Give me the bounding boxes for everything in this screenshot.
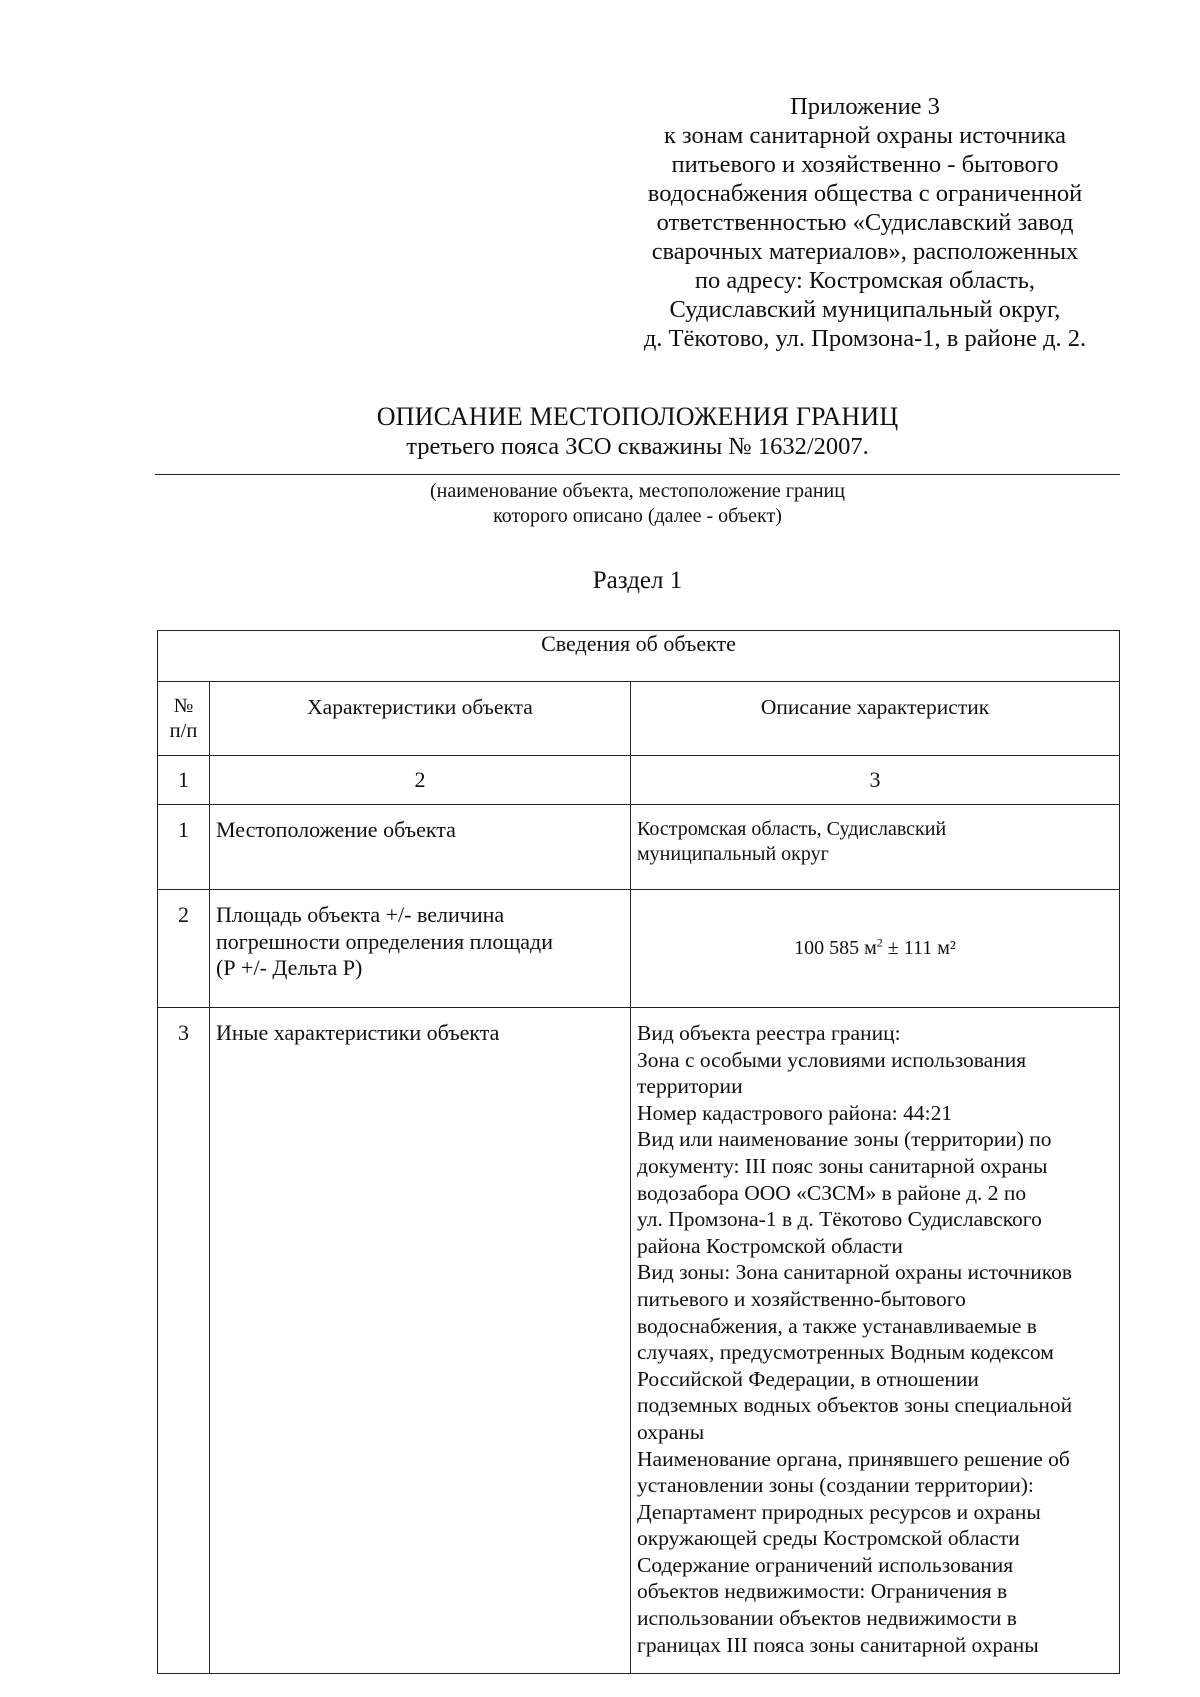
description-line: Костромская область, Судиславский	[637, 818, 947, 840]
description-line: ул. Промзона-1 в д. Тёкотово Судиславского	[637, 1207, 1042, 1232]
appendix-line: ответственностью «Судиславский завод	[656, 209, 1074, 236]
row-number: 2	[158, 890, 210, 1008]
appendix-line: сварочных материалов», расположенных	[651, 238, 1079, 265]
description-line: окружающей среды Костромской области	[637, 1526, 1020, 1551]
description-line: Вид или наименование зоны (территории) по	[637, 1127, 1052, 1152]
description-line: Вид объекта реестра границ:	[637, 1021, 901, 1045]
table-row	[158, 805, 1120, 890]
row-characteristic: Иные характеристики объекта	[210, 1008, 631, 1674]
title-main: ОПИСАНИЕ МЕСТОПОЛОЖЕНИЯ ГРАНИЦ	[376, 402, 899, 431]
characteristic-line: Площадь объекта +/- величина	[216, 902, 505, 927]
description-line: Содержание ограничений использования	[637, 1552, 1014, 1577]
description-line: Зона с особыми условиями использования	[637, 1047, 1027, 1072]
description-line: территории	[637, 1074, 743, 1099]
column-number: 2	[210, 756, 631, 805]
document-title	[155, 402, 1120, 462]
row-number: 3	[158, 1008, 210, 1674]
description-line: муниципальный округ	[637, 843, 829, 865]
title-underline	[155, 474, 1120, 475]
appendix-line: к зонам санитарной охраны источника	[663, 122, 1067, 149]
description-line: документу: III пояс зоны санитарной охраны	[637, 1153, 1048, 1178]
appendix-line: водоснабжения общества с ограниченной	[647, 180, 1083, 207]
header-number-line: п/п	[169, 720, 198, 742]
description-line: Российской Федерации, в отношении	[637, 1366, 979, 1391]
title-note	[155, 479, 1120, 529]
description-line: объектов недвижимости: Ограничения в	[637, 1579, 1008, 1604]
title-subtitle: третьего пояса ЗСО скважины № 1632/2007.	[406, 433, 869, 460]
description-line: водозабора ООО «СЗСМ» в районе д. 2 по	[637, 1180, 1027, 1205]
area-tail: ± 111 м²	[882, 937, 956, 960]
header-number-line: №	[173, 695, 194, 717]
description-line: Вид зоны: Зона санитарной охраны источников	[637, 1260, 1072, 1285]
description-line: района Костромской области	[637, 1233, 903, 1258]
appendix-line: по адресу: Костромская область,	[694, 267, 1036, 294]
header-characteristics: Характеристики объекта	[307, 695, 533, 719]
description-line: Номер кадастрового района: 44:21	[637, 1100, 953, 1125]
row-description	[631, 805, 1120, 890]
header-description-cell	[631, 682, 1120, 756]
description-line: Департамент природных ресурсов и охраны	[637, 1499, 1041, 1524]
area-value-cell	[631, 890, 1120, 1008]
appendix-line: д. Тёкотово, ул. Промзона-1, в районе д. 2.	[643, 325, 1087, 352]
appendix-line: Судиславский муниципальный округ,	[669, 296, 1061, 323]
title-note-line: которого описано (далее - объект)	[493, 505, 782, 527]
description-line: границах III пояса зоны санитарной охраны	[637, 1632, 1039, 1657]
description-line: подземных водных объектов зоны специальной	[637, 1393, 1073, 1418]
description-line: питьевого и хозяйственно-бытового	[637, 1286, 966, 1311]
description-line: использовании объектов недвижимости в	[637, 1606, 1017, 1631]
appendix-line: питьевого и хозяйственно - бытового	[671, 151, 1059, 178]
area-superscript: 2	[876, 935, 883, 950]
appendix-header	[600, 92, 1130, 353]
table-caption: Сведения об объекте	[158, 631, 1120, 682]
description-line: установлении зоны (создании территории):	[637, 1473, 1034, 1498]
characteristic-line: погрешности определения площади	[216, 928, 554, 954]
description-line: Наименование органа, принявшего решение об	[637, 1446, 1070, 1471]
characteristic-line: (Р +/- Дельта Р)	[216, 955, 363, 980]
row-number: 1	[158, 805, 210, 890]
description-line: водоснабжения, а также устанавливаемые в	[637, 1313, 1037, 1338]
description-line: охраны	[637, 1419, 705, 1444]
table-header-row	[158, 682, 1120, 756]
appendix-line: Приложение 3	[790, 93, 940, 120]
section-title: Раздел 1	[592, 567, 683, 594]
table-row	[158, 1008, 1120, 1674]
header-description: Описание характеристик	[760, 695, 990, 719]
row-characteristic	[210, 890, 631, 1008]
header-characteristics-cell	[210, 682, 631, 756]
object-info-table	[157, 630, 1120, 1674]
description-line: случаях, предусмотренных Водным кодексом	[637, 1340, 1054, 1365]
column-number: 1	[158, 756, 210, 805]
row-characteristic: Местоположение объекта	[210, 805, 631, 890]
row-description	[631, 1008, 1120, 1674]
table-row	[158, 890, 1120, 1008]
table-caption-row	[158, 631, 1120, 682]
header-number-cell	[158, 682, 210, 756]
area-value: 100 585 м	[794, 937, 877, 960]
column-number-row	[158, 756, 1120, 805]
title-note-line: (наименование объекта, местоположение границ	[430, 480, 845, 502]
column-number: 3	[631, 756, 1120, 805]
